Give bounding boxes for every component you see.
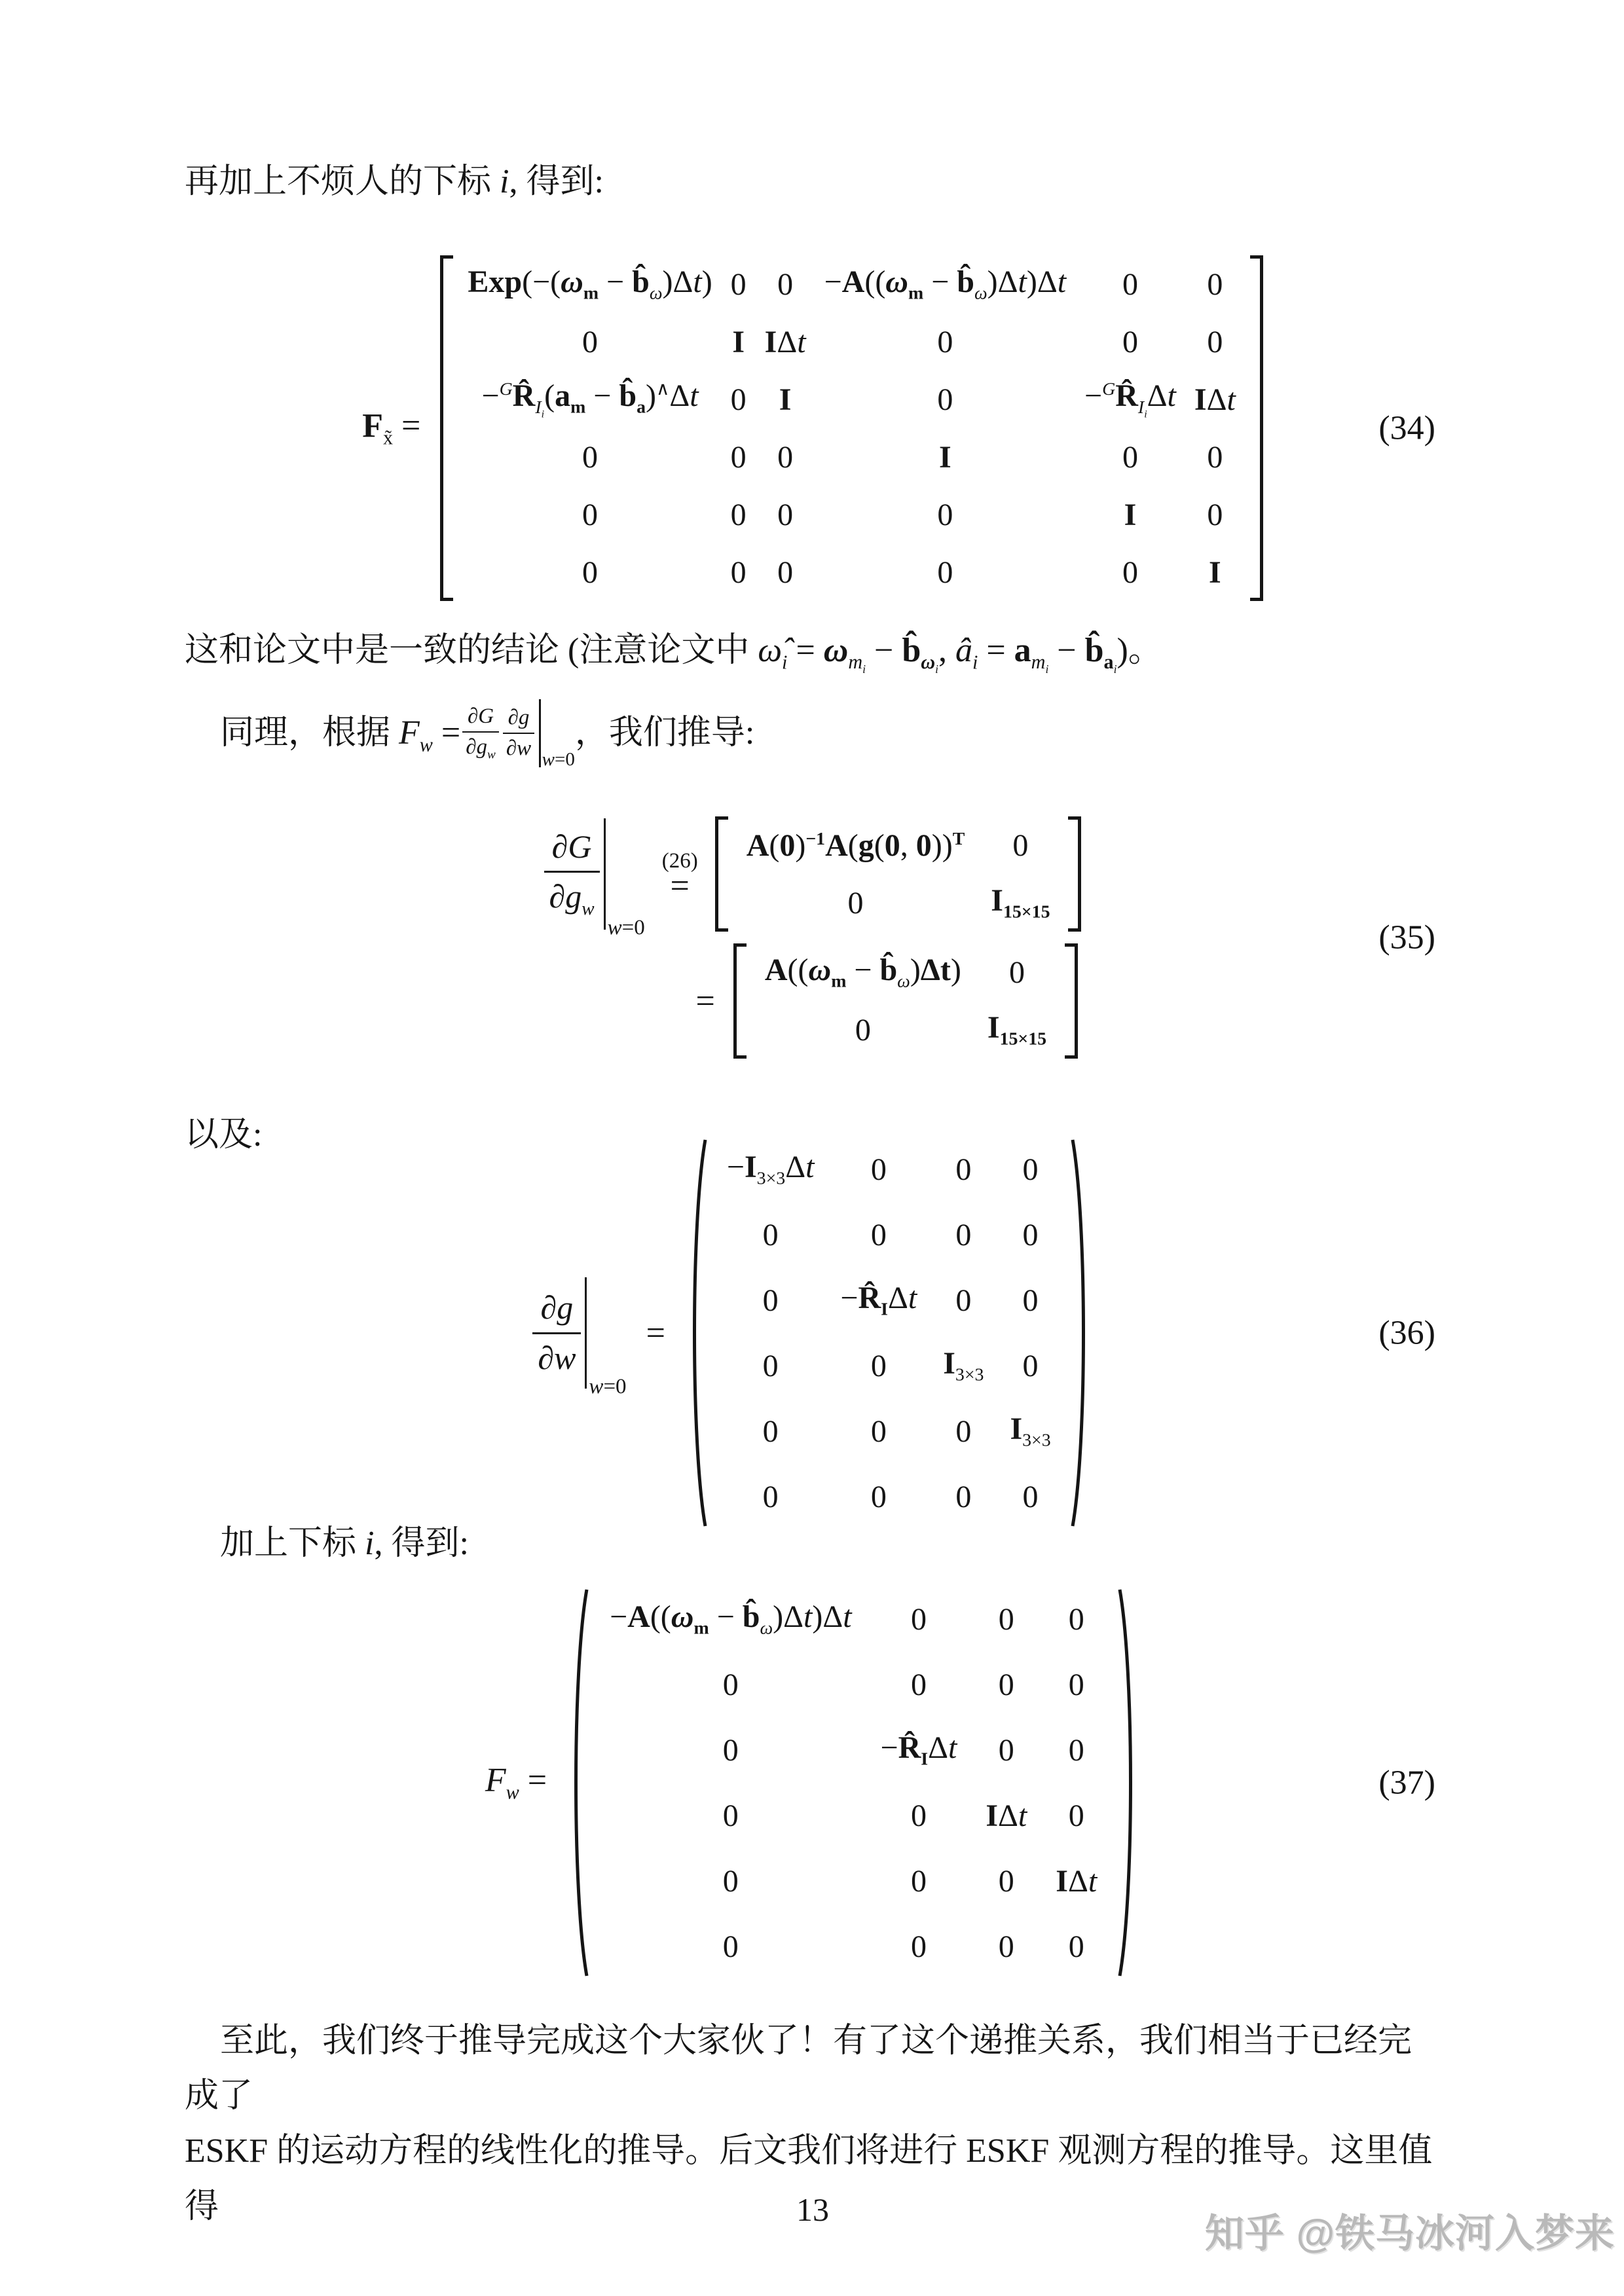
matrix-cell: 0 [762, 1283, 779, 1318]
matrix-row [733, 874, 1063, 932]
matrix-cell: 0 [1122, 439, 1138, 475]
paragraph-and-also: 以及: [185, 1116, 263, 1154]
matrix-cell: 0 [955, 1413, 972, 1449]
matrix-cell: 0 [955, 1283, 972, 1318]
matrix-cell: 0 [762, 1413, 779, 1449]
matrix-row [752, 943, 1060, 1001]
matrix-cell: I [938, 439, 951, 475]
matrix-cell: 0 [582, 555, 599, 590]
inline-fraction-dG-dgw [462, 704, 499, 762]
matrix-row [458, 371, 1244, 428]
eq35-line1 [544, 816, 1082, 939]
matrix-cell: 0 [730, 497, 747, 532]
matrix-row [458, 428, 1244, 486]
equation-34 [185, 237, 1441, 619]
right-bracket [1068, 816, 1081, 932]
matrix-cell: 0 [955, 1152, 972, 1187]
matrix-cell: 0 [998, 1732, 1014, 1768]
display-fraction [532, 1289, 581, 1377]
matrix-table [752, 943, 1060, 1059]
matrix-cell: 0 [730, 382, 747, 417]
paragraph-intro: 再加上不烦人的下标 i, 得到: [185, 163, 604, 200]
matrix-cell: $I_{15\times 15}$ [987, 1010, 1047, 1049]
matrix-cell: 0 [1207, 439, 1223, 475]
matrix-cell: 0 [582, 497, 599, 532]
matrix-cell: 0 [722, 1732, 739, 1768]
evaluation-bar-group [536, 698, 575, 769]
matrix-cell: $-A((\omega_m$ − $b̂_\omega)\Delta t)\Delta t$ [610, 1599, 852, 1639]
matrix-cell: 0 [1207, 266, 1223, 302]
matrix-cell: 0 [730, 555, 747, 590]
matrix-cell: 0 [1022, 1152, 1039, 1187]
matrix-cell: 0 [1022, 1283, 1039, 1318]
fraction-denominator: ∂w [532, 1332, 581, 1377]
matrix-cell: 0 [582, 324, 599, 359]
p3-text-after: ，我们推导: [574, 714, 755, 752]
eq36-lhs [532, 1277, 627, 1398]
matrix-cell: 0 [870, 1479, 887, 1514]
matrix-cell: IΔt [1194, 382, 1236, 417]
matrix-cell: 0 [777, 266, 794, 302]
matrix-cell: 0 [937, 555, 953, 590]
matrix-cell: 0 [777, 439, 794, 475]
paragraph-conclusion: 这和论文中是一致的结论 (注意论文中 $\omegâ_i = \omega_{m_i}$ − $b̂_{\omega_i}$, $â_i = a_{m_i}$ − $b̂_{a_i}$)。 [185, 632, 1162, 676]
matrix-cell: 0 [1068, 1601, 1084, 1637]
equation-36 [185, 1150, 1441, 1514]
left-bracket [715, 816, 728, 932]
matrix-cell: 0 [937, 382, 953, 417]
matrix-row [714, 1137, 1064, 1202]
matrix-row [595, 1586, 1111, 1652]
matrix-row [458, 543, 1244, 601]
matrix-cell: I [779, 382, 792, 417]
evaluation-bar [604, 818, 606, 930]
right-parenthesis [1069, 1137, 1093, 1529]
matrix-cell: 0 [998, 1929, 1014, 1964]
eq35-matrix-2 [733, 943, 1078, 1059]
matrix-table [733, 816, 1063, 932]
closing-line-2: ESKF 的运动方程的线性化的推导。后文我们将进行 ESKF 观测方程的推导。这里值得 [185, 2132, 1433, 2225]
eq36-number: (36) [1378, 1314, 1435, 1352]
matrix-cell: IΔt [1056, 1863, 1098, 1899]
matrix-cell: 0 [777, 497, 794, 532]
matrix-cell: 0 [1122, 555, 1138, 590]
matrix-cell: 0 [998, 1667, 1014, 1702]
matrix-cell: 0 [730, 266, 747, 302]
eq36-matrix [685, 1137, 1093, 1529]
matrix-row [595, 1652, 1111, 1717]
equals-sign: = [670, 867, 690, 905]
watermark: 知乎 @铁马冰河入梦来 [1204, 2212, 1615, 2255]
fraction-numerator: ∂g [540, 1289, 574, 1326]
matrix-cell: $A(0)^{-1}A(g(0$, 0))$^T$ [746, 828, 965, 863]
matrix-cell: 0 [1122, 324, 1138, 359]
matrix-table [714, 1137, 1064, 1529]
matrix-cell: 0 [910, 1667, 927, 1702]
matrix-cell: 0 [582, 439, 599, 475]
matrix-cell: 0 [955, 1217, 972, 1252]
matrix-row [595, 1914, 1111, 1979]
matrix-cell: $Exp(-(\omega_m$ − $b̂_\omega)\Delta t$) [468, 264, 712, 304]
matrix-cell: 0 [777, 555, 794, 590]
matrix-row [458, 313, 1244, 371]
page-content [185, 0, 1441, 2296]
matrix-cell: 0 [762, 1217, 779, 1252]
fraction-numerator: ∂g [507, 706, 530, 730]
eq35-line2 [696, 943, 1082, 1059]
matrix-cell: 0 [1022, 1479, 1039, 1514]
fraction-numerator: ∂G [551, 828, 592, 865]
matrix-cell: IΔt [986, 1798, 1027, 1833]
eq35-number: (35) [1378, 919, 1435, 957]
matrix-row [595, 1848, 1111, 1914]
matrix-cell: 0 [910, 1798, 927, 1833]
matrix-cell: I [732, 324, 745, 359]
eq35-lhs [544, 818, 645, 939]
left-bracket [733, 943, 747, 1059]
evaluation-bar [539, 699, 541, 767]
display-fraction [544, 828, 600, 920]
equation-37 [185, 1594, 1441, 1972]
left-bracket [440, 255, 453, 601]
matrix-cell: IΔt [764, 324, 806, 359]
overset-equals [661, 849, 698, 905]
matrix-cell: 0 [722, 1667, 739, 1702]
paragraph-add-subscript: 加上下标 i, 得到: [220, 1525, 469, 1562]
matrix-cell: $-^GR̂_{I_i}\Delta t$ [1084, 378, 1176, 420]
matrix-cell: 0 [910, 1601, 927, 1637]
overset-reference: (26) [661, 849, 698, 873]
matrix-cell: 0 [1068, 1929, 1084, 1964]
matrix-cell: $I_{3\times 3}$ [943, 1346, 984, 1385]
matrix-cell: 0 [722, 1798, 739, 1833]
right-bracket [1250, 255, 1263, 601]
matrix-cell: 0 [1022, 1217, 1039, 1252]
evaluation-bar [585, 1277, 587, 1389]
equals-sign: = [646, 1314, 665, 1352]
fraction-denominator: $\partial g_w$ [544, 871, 600, 920]
matrix-row [714, 1202, 1064, 1267]
equals-sign: = [695, 982, 715, 1020]
eq37-matrix [566, 1586, 1140, 1979]
matrix-cell: 0 [722, 1929, 739, 1964]
matrix-cell: $I_{3\times 3}$ [1010, 1412, 1051, 1451]
matrix-cell: 0 [998, 1601, 1014, 1637]
matrix-cell: $-A((\omega_m$ − $b̂_\omega)\Delta t)\Delta t$ [824, 264, 1067, 304]
matrix-cell: $-I_{3\times 3}\Delta t$ [726, 1150, 815, 1189]
matrix-cell: 0 [1068, 1732, 1084, 1768]
eq35-matrix-1 [715, 816, 1082, 932]
matrix-row [714, 1267, 1064, 1333]
matrix-row [714, 1333, 1064, 1398]
matrix-cell: 0 [1207, 497, 1223, 532]
matrix-cell: $I_{15\times 15}$ [991, 883, 1050, 922]
matrix-cell: $A((\omega_m$ − $b̂_\omega)\Delta t$) [764, 953, 961, 992]
matrix-cell: 0 [722, 1863, 739, 1899]
matrix-cell: I [1209, 555, 1221, 590]
matrix-row [752, 1001, 1060, 1059]
eq34-lhs: $F_{x̃}$ = [362, 407, 421, 449]
matrix-cell: 0 [955, 1479, 972, 1514]
matrix-row [595, 1717, 1111, 1783]
matrix-row [714, 1398, 1064, 1464]
eq34-matrix [440, 255, 1263, 601]
eq35-body [544, 816, 1082, 1059]
matrix-cell: 0 [1012, 828, 1029, 863]
matrix-table [458, 255, 1244, 601]
fraction-denominator: $\partial g_w$ [462, 731, 499, 762]
matrix-cell: 0 [762, 1348, 779, 1383]
fraction-denominator: ∂w [503, 733, 534, 761]
eq37-lhs: $F_w$ = [485, 1762, 547, 1804]
matrix-cell: 0 [910, 1929, 927, 1964]
eq34-number: (34) [1378, 409, 1435, 447]
left-parenthesis [685, 1137, 709, 1529]
matrix-row [714, 1464, 1064, 1529]
fraction-numerator: ∂G [467, 704, 494, 728]
matrix-row [458, 255, 1244, 313]
matrix-row [595, 1783, 1111, 1848]
matrix-cell: 0 [847, 885, 864, 920]
matrix-row [458, 486, 1244, 543]
matrix-cell: 0 [730, 439, 747, 475]
matrix-cell: 0 [870, 1217, 887, 1252]
matrix-cell: 0 [998, 1863, 1014, 1899]
matrix-cell: $-^GR̂_{I_i}(a_m$ − $b̂_a)^\wedge\Delta t$ [481, 378, 699, 420]
matrix-cell: 0 [1068, 1798, 1084, 1833]
right-bracket [1065, 943, 1078, 1059]
p3-text-before: 同理，根据 $F_w$ = [220, 714, 461, 756]
matrix-table [595, 1586, 1111, 1979]
eq37-number: (37) [1378, 1764, 1435, 1802]
matrix-row [733, 816, 1063, 874]
matrix-cell: 0 [937, 497, 953, 532]
closing-line-1: 至此，我们终于推导完成这个大家伙了！有了这个递推关系，我们相当于已经完成了 [185, 2022, 1412, 2115]
left-parenthesis [566, 1586, 590, 1979]
matrix-cell: 0 [855, 1012, 871, 1048]
matrix-cell: 0 [1207, 324, 1223, 359]
matrix-cell: 0 [870, 1413, 887, 1449]
matrix-cell: $-R̂_I\Delta t$ [880, 1730, 957, 1770]
right-parenthesis [1116, 1586, 1140, 1979]
paragraph-derivation-intro [185, 698, 754, 769]
evaluation-subscript: w=0 [542, 749, 575, 771]
evaluation-subscript: w=0 [607, 916, 645, 939]
inline-fraction-dg-dw [503, 706, 534, 761]
matrix-cell: 0 [762, 1479, 779, 1514]
matrix-cell: 0 [870, 1348, 887, 1383]
page-number: 13 [796, 2191, 829, 2228]
matrix-cell: 0 [1008, 955, 1025, 990]
equation-35 [185, 811, 1441, 1065]
matrix-cell: 0 [1068, 1667, 1084, 1702]
matrix-cell: 0 [870, 1152, 887, 1187]
matrix-cell: 0 [937, 324, 953, 359]
matrix-cell: I [1124, 497, 1137, 532]
matrix-cell: 0 [1022, 1348, 1039, 1383]
evaluation-subscript: w=0 [589, 1375, 627, 1398]
matrix-cell: 0 [1122, 266, 1138, 302]
matrix-cell: $-R̂_I\Delta t$ [840, 1281, 917, 1320]
matrix-cell: 0 [910, 1863, 927, 1899]
